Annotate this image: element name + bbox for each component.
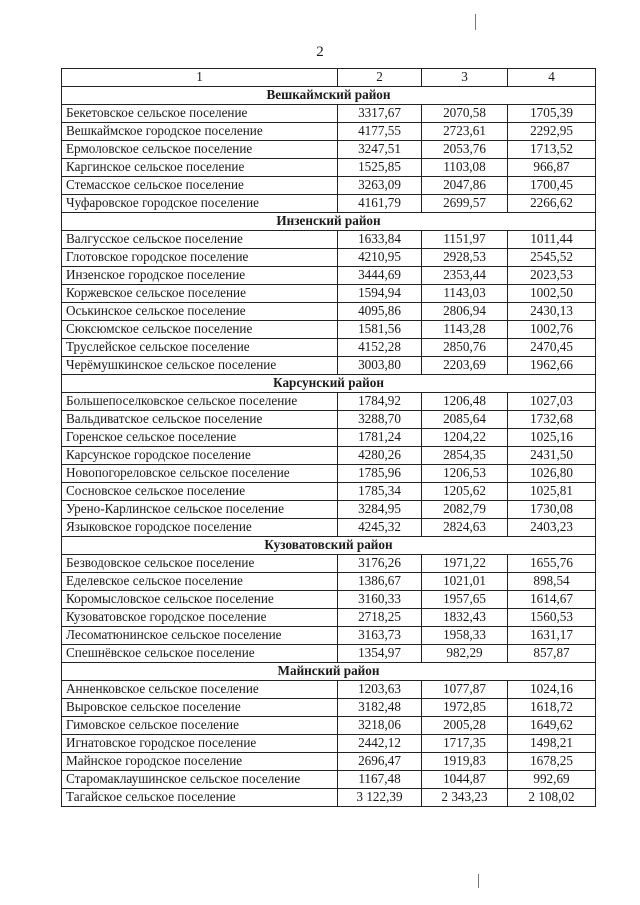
settlement-name: Гимовское сельское поселение	[62, 717, 338, 735]
value-col-4: 857,87	[508, 645, 596, 663]
value-col-2: 3218,06	[338, 717, 422, 735]
value-col-3: 2203,69	[422, 357, 508, 375]
table-row	[62, 177, 596, 195]
value-col-2: 2442,12	[338, 735, 422, 753]
value-col-4: 2430,13	[508, 303, 596, 321]
value-col-4: 1631,17	[508, 627, 596, 645]
settlement-name: Вешкаймское городское поселение	[62, 123, 338, 141]
column-header: 1	[62, 69, 338, 87]
settlement-name: Глотовское городское поселение	[62, 249, 338, 267]
value-col-4: 992,69	[508, 771, 596, 789]
settlement-name: Инзенское городское поселение	[62, 267, 338, 285]
value-col-3: 982,29	[422, 645, 508, 663]
value-col-2: 3317,67	[338, 105, 422, 123]
table-row	[62, 717, 596, 735]
table-row	[62, 771, 596, 789]
value-col-2: 1203,63	[338, 681, 422, 699]
value-col-3: 2806,94	[422, 303, 508, 321]
table-row	[62, 609, 596, 627]
table-row	[62, 681, 596, 699]
table-row	[62, 249, 596, 267]
settlement-name: Старомаклаушинское сельское поселение	[62, 771, 338, 789]
table-row	[62, 627, 596, 645]
settlement-name: Бекетовское сельское поселение	[62, 105, 338, 123]
value-col-3: 2053,76	[422, 141, 508, 159]
value-col-3: 2085,64	[422, 411, 508, 429]
value-col-2: 3003,80	[338, 357, 422, 375]
value-col-3: 1919,83	[422, 753, 508, 771]
district-name: Вешкаймский район	[62, 87, 596, 105]
settlement-name: Черёмушкинское сельское поселение	[62, 357, 338, 375]
settlement-name: Труслейское сельское поселение	[62, 339, 338, 357]
value-col-2: 2718,25	[338, 609, 422, 627]
page-number: 2	[316, 44, 324, 60]
settlement-name: Выровское сельское поселение	[62, 699, 338, 717]
settlement-name: Лесоматюнинское сельское поселение	[62, 627, 338, 645]
table-row	[62, 483, 596, 501]
table-row	[62, 429, 596, 447]
value-col-2: 1781,24	[338, 429, 422, 447]
value-col-3: 1717,35	[422, 735, 508, 753]
value-col-3: 1143,28	[422, 321, 508, 339]
table-row	[62, 267, 596, 285]
value-col-3: 1151,97	[422, 231, 508, 249]
table-row	[62, 447, 596, 465]
value-col-4: 1026,80	[508, 465, 596, 483]
settlement-name: Сосновское сельское поселение	[62, 483, 338, 501]
value-col-4: 1011,44	[508, 231, 596, 249]
value-col-3: 1021,01	[422, 573, 508, 591]
table-row	[62, 321, 596, 339]
value-col-2: 3176,26	[338, 555, 422, 573]
table-row	[62, 789, 596, 807]
settlement-name: Анненковское сельское поселение	[62, 681, 338, 699]
district-header-row	[62, 663, 596, 681]
value-col-4: 1498,21	[508, 735, 596, 753]
value-col-4: 2403,23	[508, 519, 596, 537]
table-row	[62, 501, 596, 519]
column-header: 4	[508, 69, 596, 87]
value-col-2: 3163,73	[338, 627, 422, 645]
value-col-4: 2545,52	[508, 249, 596, 267]
settlement-name: Майнское городское поселение	[62, 753, 338, 771]
value-col-2: 4161,79	[338, 195, 422, 213]
table-row	[62, 195, 596, 213]
value-col-3: 2 343,23	[422, 789, 508, 807]
value-col-2: 3263,09	[338, 177, 422, 195]
table-row	[62, 105, 596, 123]
table-row	[62, 303, 596, 321]
district-name: Майнский район	[62, 663, 596, 681]
value-col-2: 1633,84	[338, 231, 422, 249]
settlement-name: Карсунское городское поселение	[62, 447, 338, 465]
settlement-name: Языковское городское поселение	[62, 519, 338, 537]
value-col-4: 1713,52	[508, 141, 596, 159]
value-col-4: 1025,16	[508, 429, 596, 447]
table-row	[62, 231, 596, 249]
settlement-name: Новопогореловское сельское поселение	[62, 465, 338, 483]
settlement-name: Спешнёвское сельское поселение	[62, 645, 338, 663]
value-col-2: 3288,70	[338, 411, 422, 429]
value-col-2: 3160,33	[338, 591, 422, 609]
value-col-3: 2353,44	[422, 267, 508, 285]
value-col-3: 2005,28	[422, 717, 508, 735]
table-row	[62, 123, 596, 141]
value-col-3: 1958,33	[422, 627, 508, 645]
value-col-4: 1025,81	[508, 483, 596, 501]
value-col-3: 1205,62	[422, 483, 508, 501]
value-col-2: 1785,34	[338, 483, 422, 501]
value-col-3: 1957,65	[422, 591, 508, 609]
settlement-name: Игнатовское городское поселение	[62, 735, 338, 753]
value-col-4: 1560,53	[508, 609, 596, 627]
settlement-name: Вальдиватское сельское поселение	[62, 411, 338, 429]
value-col-2: 2696,47	[338, 753, 422, 771]
column-header: 2	[338, 69, 422, 87]
table-row	[62, 411, 596, 429]
value-col-4: 898,54	[508, 573, 596, 591]
table-row	[62, 555, 596, 573]
table-row	[62, 159, 596, 177]
settlement-name: Коромысловское сельское поселение	[62, 591, 338, 609]
table-row	[62, 465, 596, 483]
value-col-4: 1678,25	[508, 753, 596, 771]
value-col-2: 4210,95	[338, 249, 422, 267]
value-col-4: 966,87	[508, 159, 596, 177]
settlement-name: Оськинское сельское поселение	[62, 303, 338, 321]
table-row	[62, 393, 596, 411]
settlement-name: Кузоватовское городское поселение	[62, 609, 338, 627]
scan-mark-bottom	[478, 874, 479, 888]
value-col-3: 2082,79	[422, 501, 508, 519]
value-col-3: 2699,57	[422, 195, 508, 213]
district-name: Инзенский район	[62, 213, 596, 231]
value-col-4: 1002,50	[508, 285, 596, 303]
settlement-name: Каргинское сельское поселение	[62, 159, 338, 177]
value-col-2: 3247,51	[338, 141, 422, 159]
value-col-4: 2470,45	[508, 339, 596, 357]
value-col-2: 1581,56	[338, 321, 422, 339]
value-col-2: 1785,96	[338, 465, 422, 483]
table-row	[62, 573, 596, 591]
settlement-name: Большепоселковское сельское поселение	[62, 393, 338, 411]
settlement-name: Горенское сельское поселение	[62, 429, 338, 447]
value-col-4: 1730,08	[508, 501, 596, 519]
value-col-3: 2047,86	[422, 177, 508, 195]
value-col-4: 1002,76	[508, 321, 596, 339]
table-row	[62, 699, 596, 717]
value-col-4: 1614,67	[508, 591, 596, 609]
value-col-3: 1972,85	[422, 699, 508, 717]
district-name: Кузоватовский район	[62, 537, 596, 555]
value-col-3: 1206,53	[422, 465, 508, 483]
value-col-4: 2023,53	[508, 267, 596, 285]
table-row	[62, 357, 596, 375]
value-col-2: 1594,94	[338, 285, 422, 303]
value-col-3: 2070,58	[422, 105, 508, 123]
value-col-2: 4280,26	[338, 447, 422, 465]
value-col-3: 2850,76	[422, 339, 508, 357]
value-col-2: 1525,85	[338, 159, 422, 177]
value-col-3: 1077,87	[422, 681, 508, 699]
value-col-3: 1971,22	[422, 555, 508, 573]
value-col-2: 1386,67	[338, 573, 422, 591]
value-col-2: 3182,48	[338, 699, 422, 717]
value-col-4: 1655,76	[508, 555, 596, 573]
district-header-row	[62, 87, 596, 105]
scan-mark-top	[475, 14, 476, 30]
column-header-row	[62, 69, 596, 87]
value-col-2: 4177,55	[338, 123, 422, 141]
district-header-row	[62, 375, 596, 393]
table-row	[62, 339, 596, 357]
value-col-3: 1103,08	[422, 159, 508, 177]
value-col-3: 2723,61	[422, 123, 508, 141]
settlement-name: Безводовское сельское поселение	[62, 555, 338, 573]
settlement-name: Еделевское сельское поселение	[62, 573, 338, 591]
value-col-4: 1732,68	[508, 411, 596, 429]
value-col-3: 1206,48	[422, 393, 508, 411]
value-col-2: 3 122,39	[338, 789, 422, 807]
settlement-name: Валгусское сельское поселение	[62, 231, 338, 249]
value-col-2: 4245,32	[338, 519, 422, 537]
table-row	[62, 753, 596, 771]
table-row	[62, 591, 596, 609]
settlement-name: Чуфаровское городское поселение	[62, 195, 338, 213]
value-col-4: 2431,50	[508, 447, 596, 465]
value-col-3: 2928,53	[422, 249, 508, 267]
value-col-4: 1027,03	[508, 393, 596, 411]
value-col-2: 1354,97	[338, 645, 422, 663]
value-col-4: 2 108,02	[508, 789, 596, 807]
column-header: 3	[422, 69, 508, 87]
value-col-3: 2854,35	[422, 447, 508, 465]
value-col-4: 1705,39	[508, 105, 596, 123]
settlement-name: Ермоловское сельское поселение	[62, 141, 338, 159]
value-col-2: 4095,86	[338, 303, 422, 321]
settlement-name: Тагайское сельское поселение	[62, 789, 338, 807]
settlements-table	[61, 68, 596, 807]
settlement-name: Коржевское сельское поселение	[62, 285, 338, 303]
district-header-row	[62, 213, 596, 231]
value-col-2: 1784,92	[338, 393, 422, 411]
value-col-4: 1649,62	[508, 717, 596, 735]
value-col-2: 3284,95	[338, 501, 422, 519]
value-col-3: 1143,03	[422, 285, 508, 303]
value-col-3: 1832,43	[422, 609, 508, 627]
value-col-2: 1167,48	[338, 771, 422, 789]
value-col-4: 2266,62	[508, 195, 596, 213]
value-col-3: 1044,87	[422, 771, 508, 789]
value-col-3: 2824,63	[422, 519, 508, 537]
settlement-name: Сюксюмское сельское поселение	[62, 321, 338, 339]
value-col-4: 1618,72	[508, 699, 596, 717]
value-col-2: 3444,69	[338, 267, 422, 285]
table-body	[62, 69, 596, 807]
value-col-4: 2292,95	[508, 123, 596, 141]
value-col-4: 1962,66	[508, 357, 596, 375]
settlement-name: Стемасское сельское поселение	[62, 177, 338, 195]
value-col-4: 1024,16	[508, 681, 596, 699]
table-row	[62, 645, 596, 663]
table-row	[62, 285, 596, 303]
settlement-name: Урено-Карлинское сельское поселение	[62, 501, 338, 519]
value-col-4: 1700,45	[508, 177, 596, 195]
value-col-2: 4152,28	[338, 339, 422, 357]
table-row	[62, 141, 596, 159]
table-row	[62, 735, 596, 753]
table-row	[62, 519, 596, 537]
district-name: Карсунский район	[62, 375, 596, 393]
district-header-row	[62, 537, 596, 555]
value-col-3: 1204,22	[422, 429, 508, 447]
